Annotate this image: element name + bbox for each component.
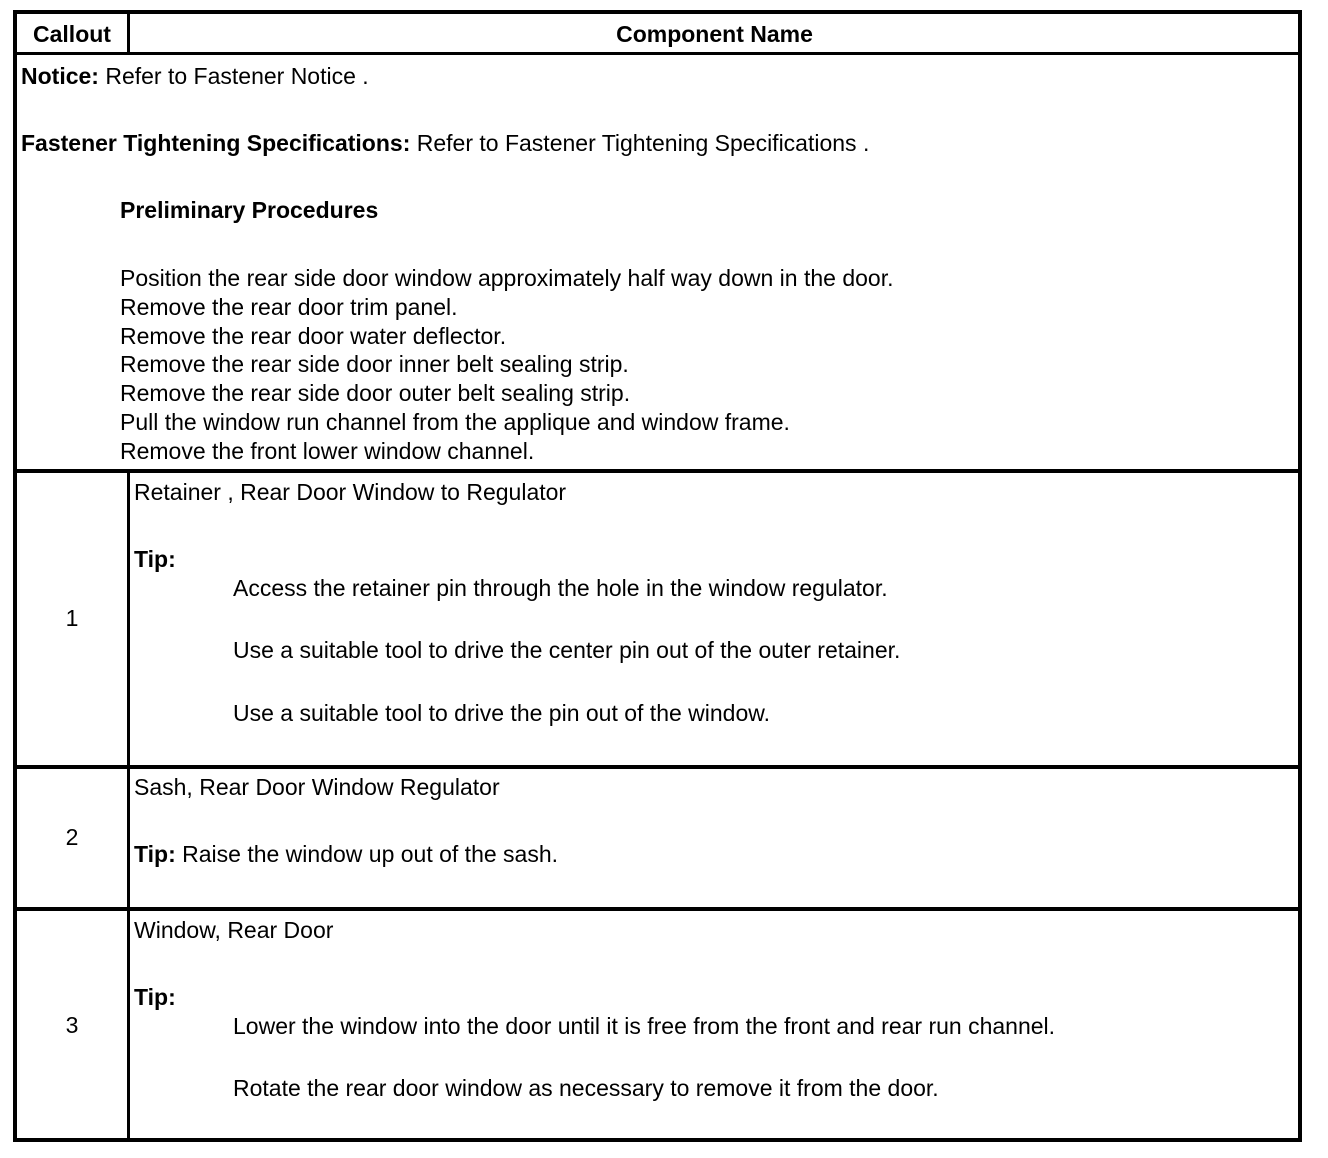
tip-text: Access the retainer pin through the hole in the window regulator. xyxy=(233,575,888,601)
preliminary-step: Pull the window run channel from the applique and window frame. xyxy=(120,409,790,435)
row-divider-2 xyxy=(17,765,1298,769)
header-component-name: Component Name xyxy=(616,21,813,47)
preliminary-step: Remove the rear door trim panel. xyxy=(120,294,458,320)
notice-line xyxy=(21,62,369,91)
preliminary-title: Preliminary Procedures xyxy=(120,197,379,223)
tip-label: Tip: xyxy=(134,984,176,1010)
tip-text: Use a suitable tool to drive the center pin out of the outer retainer. xyxy=(233,637,901,663)
preliminary-step: Remove the rear side door inner belt sealing strip. xyxy=(120,351,629,377)
notice-label: Notice: xyxy=(21,63,99,89)
header-divider xyxy=(17,52,1298,55)
component-name: Retainer , Rear Door Window to Regulator xyxy=(134,479,567,505)
tip-text: Use a suitable tool to drive the pin out of the window. xyxy=(233,700,770,726)
component-name: Window, Rear Door xyxy=(134,917,334,943)
fastener-spec-label: Fastener Tightening Specifications: xyxy=(21,130,411,156)
header-callout: Callout xyxy=(33,21,111,47)
tip-label: Tip: xyxy=(134,841,176,867)
callout-number: 1 xyxy=(65,605,79,631)
header-divider-vertical xyxy=(127,14,130,54)
callout-number: 2 xyxy=(65,824,79,850)
procedure-table xyxy=(13,10,1302,1142)
fastener-spec-text: Refer to Fastener Tightening Specifications . xyxy=(410,130,870,156)
tip-line xyxy=(134,840,558,869)
preliminary-step: Remove the rear side door outer belt sealing strip. xyxy=(120,380,631,406)
tip-text: Raise the window up out of the sash. xyxy=(175,841,559,867)
row-divider-3 xyxy=(17,907,1298,911)
callout-column-divider xyxy=(127,471,130,1141)
tip-text: Rotate the rear door window as necessary to remove it from the door. xyxy=(233,1075,939,1101)
notice-text: Refer to Fastener Notice . xyxy=(98,63,369,89)
preliminary-step: Remove the front lower window channel. xyxy=(120,438,535,464)
component-name: Sash, Rear Door Window Regulator xyxy=(134,774,500,800)
row-divider-1 xyxy=(17,469,1298,473)
fastener-spec-line xyxy=(21,129,869,158)
preliminary-step: Position the rear side door window approximately half way down in the door. xyxy=(120,265,894,291)
tip-label: Tip: xyxy=(134,546,176,572)
preliminary-step: Remove the rear door water deflector. xyxy=(120,323,507,349)
tip-text: Lower the window into the door until it is free from the front and rear run channel. xyxy=(233,1013,1056,1039)
callout-number: 3 xyxy=(65,1012,79,1038)
